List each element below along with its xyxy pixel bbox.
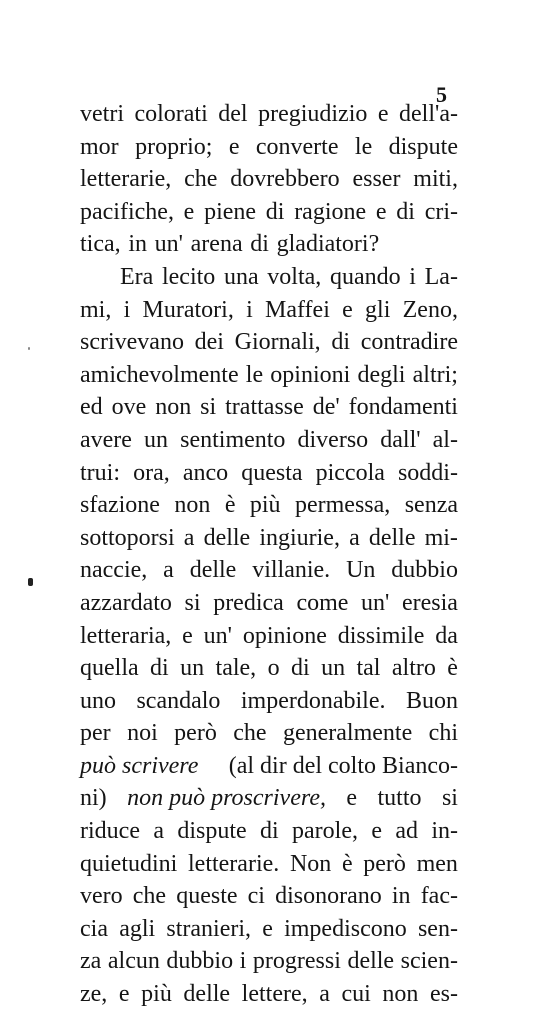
word: lecito [161,263,216,290]
word: dissimile [337,622,425,649]
text-line [80,652,458,685]
word: a [163,557,174,584]
word: di [265,198,285,225]
word: e [228,133,240,160]
word: anco [182,459,229,486]
word: che [184,166,218,193]
word: di [259,818,279,845]
text-line [80,163,458,196]
word: sen- [417,915,458,942]
word: vetri [80,101,124,127]
word: men [416,850,458,877]
word: un' [154,231,183,258]
word: letterarie, [80,166,172,193]
word: trattasse [225,394,304,421]
text-line [80,326,458,359]
word: quella [80,655,139,682]
word: miti, [413,166,458,193]
word: parole, [292,818,358,845]
word: queste [176,883,238,910]
page-number: 5 [436,82,447,107]
word: naccie, [80,557,148,584]
word: La- [424,263,458,290]
word: za [80,948,102,975]
word: scrivevano [80,329,184,356]
word: mor [80,133,119,160]
word: a [183,524,195,551]
text-line [80,228,458,261]
word: letteraria, [80,622,172,649]
word: si [441,785,458,812]
word: altri; [412,361,458,388]
word: arena [190,231,243,258]
word: a [319,981,330,1008]
text-line [80,131,458,164]
word: ove [111,394,147,421]
text-line [80,554,458,587]
word: delle [347,948,395,975]
word: quando [329,263,401,290]
word: in [128,231,147,258]
word: piene [204,198,257,225]
word: delle [183,981,231,1008]
text-line [80,782,458,815]
word: eresia [402,589,458,616]
word: dubbio [166,948,234,975]
word: un' [361,589,390,616]
word: cri- [424,198,458,225]
text-line [80,945,458,978]
word: de' [312,394,340,421]
text-line [80,196,458,229]
word: Maffei [265,296,330,323]
word: alcun [107,948,160,975]
word: imperdonabile. [240,687,386,714]
word: in- [431,818,458,845]
word: volta, [267,263,322,290]
word: che [132,883,167,910]
text-line [80,815,458,848]
word: è [341,850,353,877]
word: e [262,915,273,942]
text-line [80,457,458,490]
word: ora, [133,459,170,486]
word: letterarie. [188,850,280,877]
word: una [223,263,259,290]
word: Giornali, [234,329,321,356]
word: predica [213,589,284,616]
text-line [80,620,458,653]
word: le [354,133,373,160]
word: che [233,720,267,747]
text-line [80,424,458,457]
word: sentimento [180,426,286,453]
word: tal [356,655,381,682]
word: gli [365,296,391,323]
word: gladiatori? [276,231,380,258]
word: non [155,394,192,421]
text-line [80,978,458,1011]
word: a [349,524,360,551]
text-line [80,685,458,718]
word: Zeno, [402,296,458,323]
word: ragione [294,198,367,225]
word: di [290,655,310,682]
word: come [296,589,349,616]
word: sottoporsi [80,524,175,551]
word: tale, [215,655,257,682]
word: e [118,981,130,1008]
word: diverso [297,426,369,453]
word: cia [80,915,108,942]
word: di [150,655,169,682]
text-line [80,98,458,131]
word: chi [428,720,458,747]
word: al- [432,426,458,453]
word: contradire [360,329,458,356]
word: di [331,329,351,356]
word: delle [189,557,237,584]
word: senza [404,492,458,519]
text-line [80,489,458,522]
text-line [80,261,458,294]
word: sfazione [80,492,160,519]
word: e [371,818,382,845]
word: altro [391,655,436,682]
word: di [250,231,269,258]
word: più [249,492,281,519]
text-line [80,848,458,881]
word: agli [119,915,156,942]
word: i [246,296,253,323]
word: può scrivere [80,752,199,779]
word: è [224,492,236,519]
word: scandalo [136,687,221,714]
word: ad [395,818,418,845]
word: però [363,850,406,877]
word: i [239,948,247,975]
word: un' [203,622,232,649]
word: quietudini [80,850,178,877]
word: un [321,655,346,682]
word: cui [341,981,371,1008]
text-line [80,750,458,783]
word: di [396,198,415,225]
word: avere [80,426,132,453]
word: trui: [80,459,120,486]
word: uno [80,687,116,714]
text-line [80,717,458,750]
word: mi, [80,296,112,323]
ink-mark [28,578,33,586]
word: più [141,981,172,1008]
word: non può proscrivere, [127,785,326,812]
word: converte [255,133,339,160]
word: piccola [315,459,385,486]
word: però [174,720,217,747]
word: ci [247,883,265,910]
word: e [183,198,195,225]
word: è [447,655,458,682]
word: le [245,361,264,388]
text-line [80,391,458,424]
word: azzardato [80,589,172,616]
text-line [80,587,458,620]
word: Era [120,263,154,290]
body-text [80,98,458,1011]
word: ed [80,394,103,421]
word: delle [203,524,251,551]
word: o [267,655,280,682]
word: fac- [420,883,458,910]
word: per [80,720,111,747]
word: i [409,263,416,290]
word: scien- [400,948,458,975]
word: dispute [177,818,247,845]
word: e [375,198,387,225]
word: ni) [80,785,107,812]
word: lettere, [241,981,308,1008]
text-line [80,522,458,555]
text-line [80,294,458,327]
word: da [435,622,458,649]
word: soddi- [397,459,458,486]
word: in [391,883,411,910]
word: Buon [405,687,458,714]
word: questa [241,459,303,486]
word: e [342,296,353,323]
word: dei [194,329,224,356]
word: riduce [80,818,140,845]
word: i [123,296,131,323]
word: impediscono [284,915,407,942]
word: Non [289,850,332,877]
word: disonorano [275,883,382,910]
word: (al dir del colto Bianco- [228,752,458,779]
text-line [80,913,458,946]
word: es- [429,981,458,1008]
word: del [218,101,248,127]
word: dell'a- [399,101,458,127]
word: fondamenti [348,394,458,421]
word: e [346,785,358,812]
word: generalmente [282,720,413,747]
word: stranieri, [166,915,252,942]
word: delle [368,524,416,551]
word: un [144,426,169,453]
word: Un [346,557,376,584]
word: tica, [80,231,121,258]
word: villanie. [252,557,331,584]
word: mi- [424,524,458,551]
word: non [382,981,419,1008]
word: vero [80,883,123,910]
word: opinione [242,622,327,649]
word: pacifiche, [80,198,174,225]
word: pregiudizio [258,101,368,127]
word: ze, [80,981,108,1008]
ink-dot [28,347,30,350]
word: e [377,101,389,127]
word: dall' [380,426,421,453]
word: degli [357,361,406,388]
word: opinioni [270,361,351,388]
word: si [184,589,201,616]
word: noi [127,720,158,747]
word: permessa, [294,492,391,519]
word: tutto [377,785,422,812]
word: Muratori, [142,296,234,323]
word: si [200,394,217,421]
word: esser [352,166,401,193]
text-line [80,359,458,392]
word: amichevolmente [80,361,239,388]
word: colorati [134,101,208,127]
word: a [153,818,164,845]
word: non [174,492,211,519]
word: ingiurie, [259,524,340,551]
word: progressi [252,948,341,975]
word: dubbio [391,557,458,584]
text-line [80,880,458,913]
word: proprio; [135,133,213,160]
word: dovrebbero [230,166,340,193]
word: un [180,655,205,682]
word: dispute [388,133,458,160]
word: e [182,622,193,649]
